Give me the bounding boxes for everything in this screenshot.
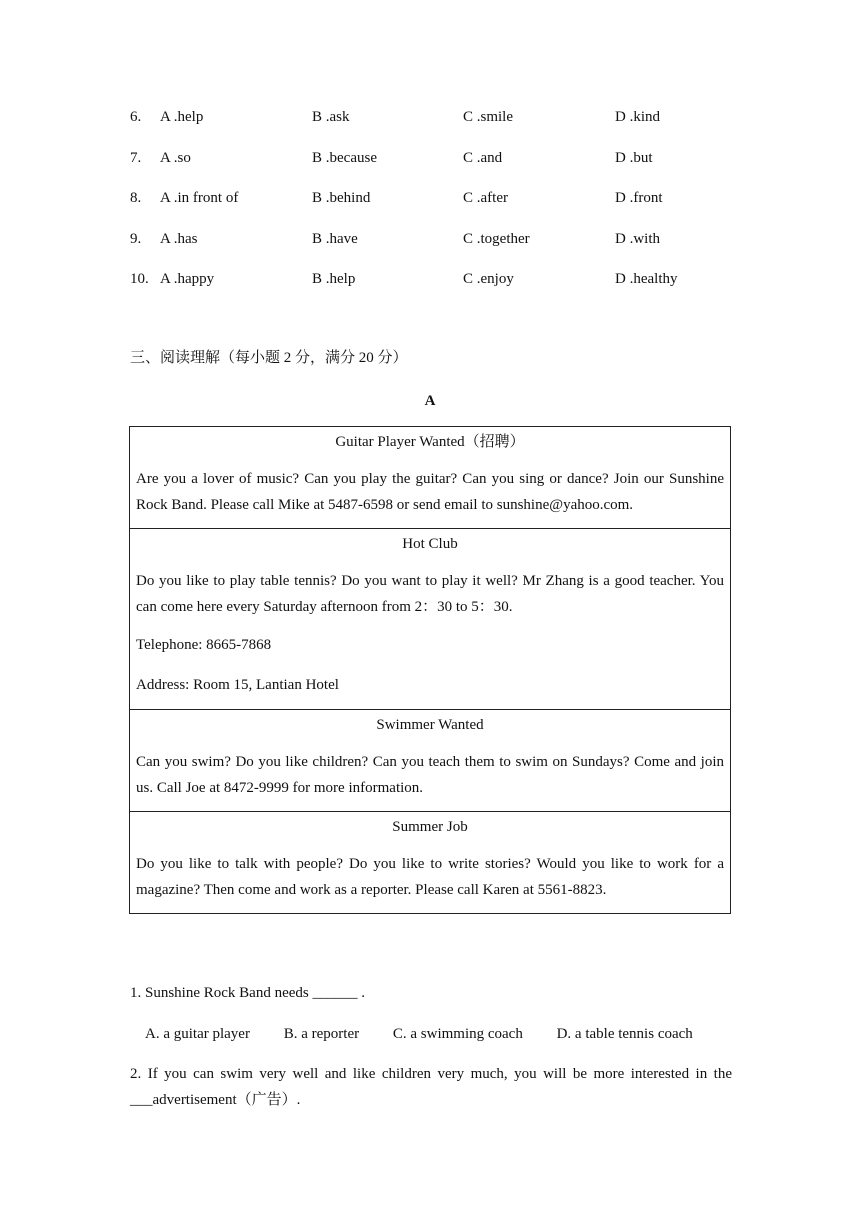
cloze-option-row xyxy=(130,148,750,168)
ad-body: Do you like to talk with people? Do you like to write stories? Would you like to work for a magazine? Then come and work as a reporter. Please call Karen at 5561-8823. xyxy=(136,856,724,898)
ad-address: Address: Room 15, Lantian Hotel xyxy=(136,677,339,693)
cloze-option-row xyxy=(130,269,750,289)
ad-body: Can you swim? Do you like children? Can you teach them to swim on Sundays? Come and join us. Call Joe at 8472-9999 for more information. xyxy=(136,754,724,796)
question-1-choices xyxy=(145,1024,723,1044)
choice-a: A. a guitar player xyxy=(145,1026,250,1042)
option-c: C .after xyxy=(463,190,508,206)
option-d: D .with xyxy=(615,231,660,247)
ad-hot-club xyxy=(130,528,730,709)
ad-title: Guitar Player Wanted（招聘） xyxy=(335,434,525,450)
ad-swimmer-wanted xyxy=(130,709,730,811)
option-c: C .enjoy xyxy=(463,271,514,287)
option-b: B .because xyxy=(312,150,377,166)
option-c: C .together xyxy=(463,231,530,247)
question-number: 7. xyxy=(130,150,142,166)
choice-d: D. a table tennis coach xyxy=(556,1026,693,1042)
option-a: A .so xyxy=(160,150,191,166)
option-c: C .smile xyxy=(463,109,514,125)
option-b: B .help xyxy=(312,271,356,287)
cloze-option-row xyxy=(130,107,750,127)
option-b: B .behind xyxy=(312,190,371,206)
option-c: C .and xyxy=(463,150,503,166)
question-number: 6. xyxy=(130,109,142,125)
question-2: 2. If you can swim very well and like children very much, you will be more interested in the ___advertisement（广告）. xyxy=(130,1066,732,1108)
ad-guitar-player xyxy=(130,427,730,528)
ad-body: Do you like to play table tennis? Do you want to play it well? Mr Zhang is a good teacher. You can come here every Saturday afternoon from 2：30 to 5：30. xyxy=(136,573,724,615)
advertisement-table xyxy=(129,426,731,914)
cloze-option-row xyxy=(130,188,750,208)
option-a: A .has xyxy=(160,231,198,247)
choice-b: B. a reporter xyxy=(283,1026,360,1042)
ad-title: Summer Job xyxy=(392,819,468,835)
question-number: 10. xyxy=(130,271,149,287)
option-b: B .ask xyxy=(312,109,350,125)
option-d: D .kind xyxy=(615,109,660,125)
option-d: D .but xyxy=(615,150,653,166)
question-1: 1. Sunshine Rock Band needs ______ . xyxy=(130,985,365,1001)
ad-telephone: Telephone: 8665-7868 xyxy=(136,637,272,653)
section-heading: 三、阅读理解（每小题 2 分，满分 20 分） xyxy=(130,350,408,366)
option-a: A .in front of xyxy=(160,190,239,206)
cloze-option-row xyxy=(130,229,750,249)
option-a: A .happy xyxy=(160,271,215,287)
question-number: 9. xyxy=(130,231,142,247)
option-d: D .healthy xyxy=(615,271,678,287)
choice-c: C. a swimming coach xyxy=(392,1026,523,1042)
ad-body: Are you a lover of music? Can you play the guitar? Can you sing or dance? Join our Sunshine Rock Band. Please call Mike at 5487-6598 or send email to sunshine@yahoo.com. xyxy=(136,471,724,513)
question-number: 8. xyxy=(130,190,142,206)
passage-label: A xyxy=(424,393,436,409)
ad-title: Hot Club xyxy=(402,536,458,552)
ad-title: Swimmer Wanted xyxy=(376,717,484,733)
option-b: B .have xyxy=(312,231,358,247)
option-a: A .help xyxy=(160,109,204,125)
option-d: D .front xyxy=(615,190,663,206)
ad-summer-job xyxy=(130,811,730,913)
